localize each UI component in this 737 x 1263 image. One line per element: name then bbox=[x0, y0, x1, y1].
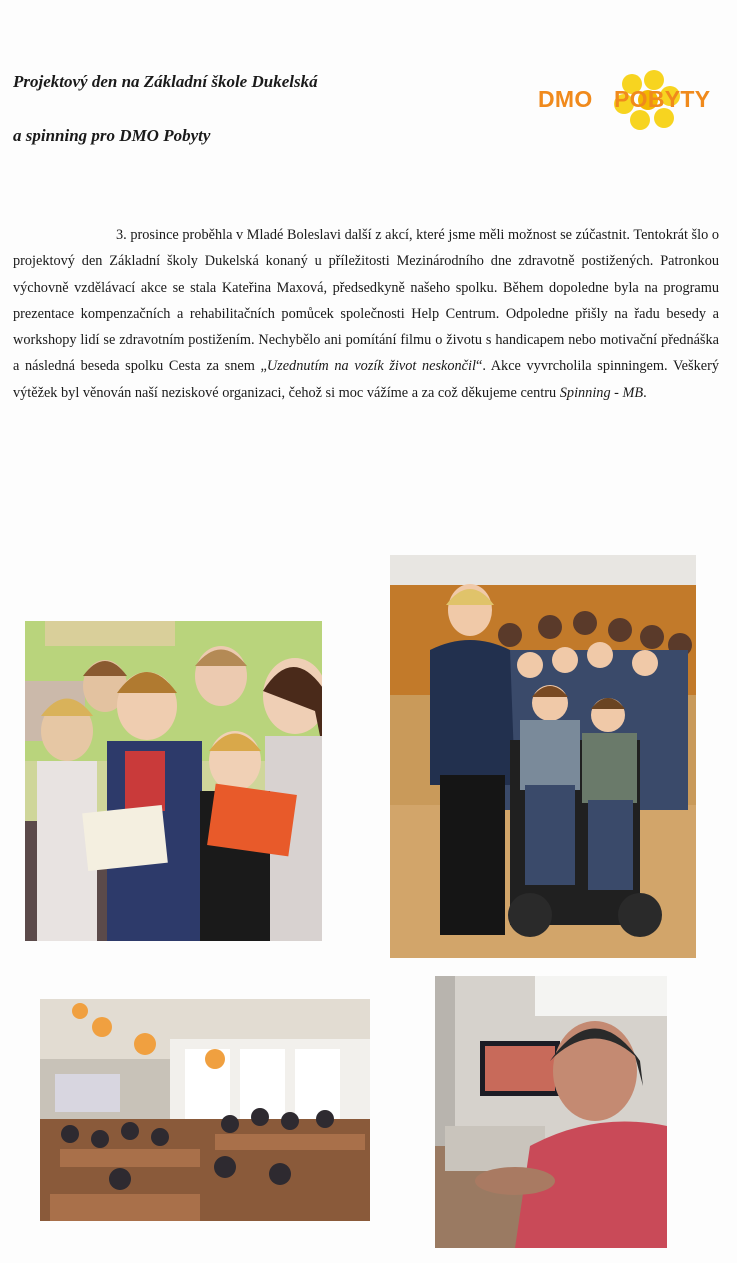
logo-text-dmo: DMO bbox=[538, 86, 593, 112]
photo-children-gifts bbox=[25, 621, 322, 941]
page-title-line1: Projektový den na Základní škole Dukelská bbox=[13, 72, 318, 91]
photo-woman-computer bbox=[435, 976, 667, 1248]
photo-classroom-screening bbox=[40, 999, 370, 1221]
dmo-pobyty-logo bbox=[536, 66, 736, 136]
page-title-line2: a spinning pro DMO Pobyty bbox=[13, 126, 211, 145]
photo-patron-wheelchair bbox=[390, 555, 696, 958]
logo-text-pobyty: POBYTY bbox=[614, 86, 711, 112]
article-paragraph: 3. prosince proběhla v Mladé Boleslavi další z akcí, které jsme měli možnost se zúčastnit. Tentokrát šlo o projektový den Základní školy Dukelská konaný u příležitosti Mezinárodního dne zdravotně postižených. Patronkou výchovně vzdělávací akce se stala Kateřina Maxová, předsedkyně našeho spolku. Během dopoledne byla na programu prezentace kompenzačních a rehabilitačních pomůcek společnosti Help Centrum. Odpoledne přišly na řadu besedy a workshopy lidí se zdravotním postižením. Nechybělo ani pomítání filmu o životu s handicapem nebo motivační přednáška a následná beseda spolku Cesta za snem „Uzednutím na vozík život neskončil“. Akce vyvrcholila spinningem. Veškerý výtěžek byl věnován naší neziskové organizaci, čehož si moc vážíme a za což děkujeme centru Spinning - MB. bbox=[13, 227, 719, 401]
